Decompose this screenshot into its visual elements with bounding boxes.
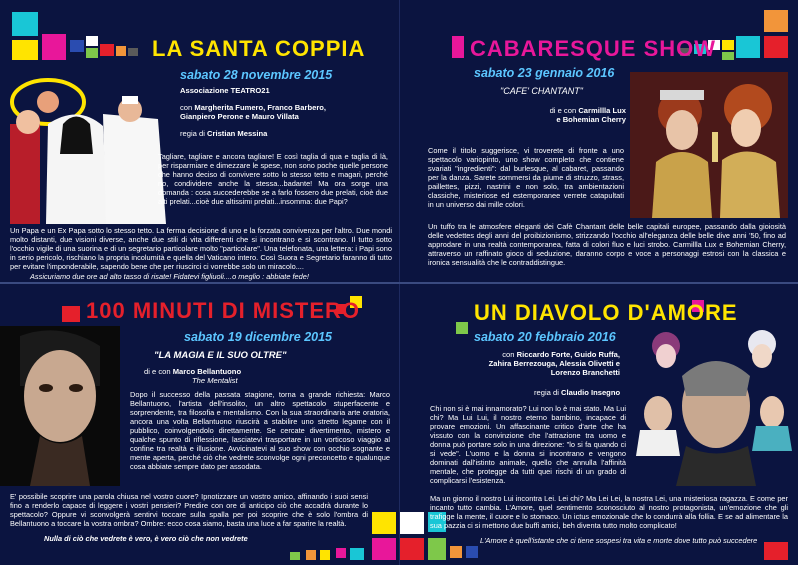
cast-name-2: e Bohemian Cherry <box>556 115 626 125</box>
subtitle-cafe-chantant: "CAFE' CHANTANT" <box>500 86 583 96</box>
deco-square <box>336 548 346 558</box>
cast-prefix: di e con <box>549 106 577 115</box>
deco-square <box>764 10 788 32</box>
cast-names: Riccardo Forte, Guido Ruffa, Zahira Berrezouga, Alessia Olivetti e Lorenzo Branchetti <box>488 350 620 378</box>
description-la-santa-coppia-1: Tagliare, tagliare e ancora tagliare! E così taglia di qua e taglia di là, per risparmiare e dimezzare le spese, non sono poche quelle persone che hanno deciso di convivere sotto lo stesso tetto e magari, perché no, condividere anche la stessa...badante! Ma ora sorge una domanda : cosa succederebbe se a farlo fossero due prelati, cioè due alti prelati...cioè due altissimi prelati...insomma: due Papi? <box>158 152 388 206</box>
horizontal-divider <box>0 282 798 284</box>
description-cabaresque-2: Un tuffo tra le atmosfere eleganti dei Cafè Chantant delle belle capitali europee, passando dalla gioiosità delle vedettes degli anni del proibizionismo, strizzando l'occhio all'eleganza delle belle dive anni '50, fino ad approdare in una realtà contemporanea, fatta di colori fluo e luci strobo. Carmillla Lux e Bohemian Cherry, attraverso un raffinato gioco di seduzione, daranno corpo e voce a personaggi estrosi con la classica e ironica sensualità che le contraddistingue. <box>428 222 786 267</box>
cast-names: Margherita Fumero, Franco Barbero, Gianpiero Perone e Mauro Villata <box>180 103 327 122</box>
deco-square <box>100 44 114 56</box>
deco-square <box>400 538 424 560</box>
deco-square <box>306 550 316 560</box>
description-un-diavolo-2: Ma un giorno il nostro Lui incontra Lei. Lei chi? Ma Lei Lei, la nostra Lei, una misteriosa ragazza. E come per incanto tutto cambia. L'Amore, quel sentimento sconosciuto al nostro protagonista, un'emozione che gli trafigge la mente, il cuore e lo stomaco. Un ictus emozionale che lo condurrà alla follia. E se ad alimentare la sua pazzia ci si mettono due buffi amici, beh diventa tutto molto complicato! <box>430 494 788 530</box>
show-title-un-diavolo: UN DIAVOLO D'AMORE <box>474 300 738 325</box>
deco-square <box>62 306 80 322</box>
show-title-cabaresque: CABARESQUE SHOW <box>470 36 717 61</box>
cast-un-diavolo <box>480 350 620 378</box>
deco-square <box>722 40 734 50</box>
100-minuti-photo <box>0 326 120 486</box>
deco-square <box>428 538 446 560</box>
cast-prefix: con <box>502 350 515 359</box>
tagline-la-santa-coppia: Assicuriamo due ore ad alto tasso di risate! Fidatevi figliuoli....o meglio : abbiate fede! <box>30 272 309 281</box>
deco-square <box>722 52 734 60</box>
deco-square <box>400 512 424 534</box>
date-un-diavolo: sabato 20 febbraio 2016 <box>474 330 616 344</box>
deco-square <box>290 552 300 560</box>
regia-prefix: regia di <box>534 388 559 397</box>
deco-square <box>116 46 126 56</box>
tagline-un-diavolo: L'Amore è quell'istante che ci tiene sospesi tra vita e morte dove tutto può succedere <box>480 536 758 545</box>
cast-la-santa-coppia <box>180 103 350 121</box>
cast-prefix: di e con <box>144 367 171 376</box>
show-title-la-santa-coppia: LA SANTA COPPIA <box>152 36 366 61</box>
un-diavolo-photo <box>636 326 792 486</box>
regia-un-diavolo <box>534 388 620 397</box>
description-la-santa-coppia-2: Un Papa e un Ex Papa sotto lo stesso tetto. La ferma decisione di uno e la forzata convivenza per l'altro. Due mondi molto distanti, due visioni diverse, anche due stili di vita differenti che si incontrano e si scontrano. Il tutto sotto l'occhio vigile di una suorina e di un segretario particolare molto "particolare". Una telefonata, una lettera: i Papi sono in serio pericolo, rischiano la propria incolumità e quella del Vaticano intero. Così Suora e Segretario faranno di tutto per evitare l'imponderabile, sapendo bene che per riuscirci ci vorrebbe solo un miracolo.... <box>10 226 392 271</box>
subtitle-la-magia: "LA MAGIA E IL SUO OLTRE" <box>154 350 287 361</box>
deco-square <box>86 36 98 46</box>
deco-square <box>466 546 478 558</box>
deco-square <box>456 322 468 334</box>
cast-name: Marco Bellantuono <box>172 367 242 376</box>
date-la-santa-coppia: sabato 28 novembre 2015 <box>180 68 333 82</box>
deco-square <box>320 550 330 560</box>
deco-square <box>736 36 760 58</box>
regia-name: Claudio Insegno <box>561 388 621 397</box>
deco-square <box>764 542 788 560</box>
deco-square <box>372 538 396 560</box>
date-100-minuti: sabato 19 dicembre 2015 <box>184 330 332 344</box>
regia-la-santa-coppia <box>180 129 267 138</box>
date-cabaresque: sabato 23 gennaio 2016 <box>474 66 615 80</box>
deco-square <box>350 548 364 560</box>
regia-prefix: regia di <box>180 129 205 138</box>
deco-square <box>452 36 464 58</box>
description-100-minuti-1: Dopo il successo della passata stagione, torna a grande richiesta: Marco Bellantuono, l'artista dell'insolito, un altro spettacolo stuperfacente e sorprendente, tra filosofia e mentalismo. Con la sua straordinaria arte oratoria, ancora una volta Bellantuono riuscirà a stabilire uno stretto legame con il pubblico, coinvolgendolo direttamente. Se cercate divertimento, mistero e qualche spunto di riflessione, lasciatevi trasportare in un vorticoso viaggio al confine tra realtà e illusione. Avvicinatevi al suo show con occhio sognante e mente aperta, perché ciò che vedrete sconvolge ogni preconcetto e qualunque cosa abbiate sempre dato per assodata. <box>130 390 390 471</box>
cast-prefix: con <box>180 103 193 112</box>
association: Associazione TEATRO21 <box>180 86 270 95</box>
description-un-diavolo-1: Chi non si è mai innamorato? Lui non lo è mai stato. Ma Lui chi? Ma Lui Lui, il nostro eterno bambino, incapace di provare emozioni. Un affascinante critico d'arte che ha vissuto con la convinzione che l'attrazione tra uomo e donna può portare solo in una direzione: "lo si fa quando ci si vede". L'uomo e la donna si incontrano e vengono dominati dall'istinto animale, quello che annulla l'affinità mentale, che protegge da tutti quei rischi di un grado di complicarsi l'esistenza. <box>430 404 626 485</box>
deco-square <box>70 40 84 52</box>
deco-square <box>86 48 98 58</box>
deco-square <box>128 48 138 56</box>
cast-name-1: Carmillla Lux <box>578 106 626 115</box>
deco-square <box>450 546 462 558</box>
cast-100-minuti <box>144 367 241 385</box>
cast-subtitle: The Mentalist <box>192 376 238 386</box>
description-100-minuti-2: E' possibile scoprire una parola chiusa nel vostro cuore? Ipnotizzare un vostro amico, affinando i suoi sensi fino a renderlo capace di leggere i vostri pensieri? Predire con ore di anticipo ciò che accadrà durante lo spettacolo? Oppure vi sconvolgerà sentirvi toccare sulla spalla per poi scoprire che è solo l'ombra di Bellantuono a toccare la vostra ombra? Ombre: ecco cosa siamo, basta una luce a far sparire la realtà. <box>10 492 368 528</box>
deco-square <box>372 512 396 534</box>
deco-square <box>12 40 38 60</box>
regia-name: Cristian Messina <box>207 129 268 138</box>
cabaresque-photo <box>630 72 788 218</box>
tagline-100-minuti: Nulla di ciò che vedrete è vero, è vero ciò che non vedrete <box>44 534 248 543</box>
deco-square <box>42 34 66 60</box>
deco-square <box>12 12 38 36</box>
show-title-100-minuti: 100 MINUTI DI MISTERO <box>86 298 361 323</box>
la-santa-coppia-photo <box>8 64 172 224</box>
deco-square <box>764 36 788 58</box>
cast-cabaresque <box>548 106 626 124</box>
description-cabaresque-1: Come il titolo suggerisce, vi troverete di fronte a uno spettacolo variopinto, uno show completo che contiene svariati "ingredienti": dal burlesque, al cabaret, passando per la danza. Sarete sommersi da piume di struzzo, strass, paillettes, pizzi, nastrini e non solo, tra ambientazioni classiche, misteriose ed estemporanee verrete catapultati in un universo dai mille colori. <box>428 146 624 209</box>
